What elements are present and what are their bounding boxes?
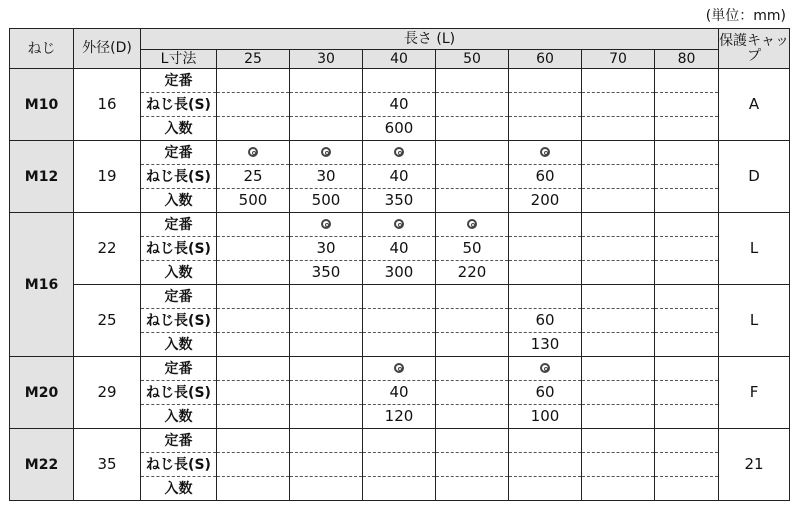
quantity-cell <box>582 189 655 213</box>
row-label-screw-length: ねじ長(S) <box>141 237 217 261</box>
standard-cell <box>290 357 363 381</box>
screw-length-cell: 60 <box>509 309 582 333</box>
quantity-cell <box>509 117 582 141</box>
standard-cell <box>217 357 290 381</box>
screw-length-cell: 40 <box>363 237 436 261</box>
quantity-cell: 600 <box>363 117 436 141</box>
standard-cell <box>217 285 290 309</box>
header-length-30: 30 <box>290 50 363 69</box>
standard-cell <box>655 429 719 453</box>
screw-length-cell <box>436 381 509 405</box>
screw-length-cell <box>290 381 363 405</box>
quantity-cell: 120 <box>363 405 436 429</box>
standard-cell <box>217 69 290 93</box>
standard-cell <box>290 285 363 309</box>
standard-cell <box>363 357 436 381</box>
standard-cell <box>363 429 436 453</box>
screw-length-cell <box>290 453 363 477</box>
table-row <box>10 357 790 381</box>
standard-cell <box>290 429 363 453</box>
header-length-50: 50 <box>436 50 509 69</box>
screw-length-cell: 30 <box>290 165 363 189</box>
screw-size-cell: M20 <box>10 357 74 429</box>
quantity-cell <box>290 117 363 141</box>
protective-cap-cell: L <box>719 213 790 285</box>
quantity-cell <box>582 261 655 285</box>
standard-cell <box>509 69 582 93</box>
screw-length-cell <box>436 165 509 189</box>
quantity-cell <box>655 117 719 141</box>
row-label-screw-length: ねじ長(S) <box>141 381 217 405</box>
outer-diameter-cell: 16 <box>74 69 141 141</box>
row-label-screw-length: ねじ長(S) <box>141 93 217 117</box>
header-outer-diameter: 外径(D) <box>74 29 141 69</box>
quantity-cell <box>655 189 719 213</box>
screw-length-cell <box>655 309 719 333</box>
quantity-cell: 130 <box>509 333 582 357</box>
double-circle-icon <box>394 363 404 373</box>
standard-cell <box>436 213 509 237</box>
quantity-cell <box>363 333 436 357</box>
quantity-cell: 350 <box>363 189 436 213</box>
quantity-cell <box>509 477 582 501</box>
standard-cell <box>290 141 363 165</box>
header-length-60: 60 <box>509 50 582 69</box>
screw-length-cell <box>655 453 719 477</box>
double-circle-icon <box>321 219 331 229</box>
double-circle-icon <box>321 147 331 157</box>
quantity-cell <box>655 405 719 429</box>
spec-table <box>9 28 790 501</box>
quantity-cell <box>217 477 290 501</box>
screw-length-cell <box>509 237 582 261</box>
quantity-cell <box>582 117 655 141</box>
standard-cell <box>217 213 290 237</box>
protective-cap-cell: F <box>719 357 790 429</box>
header-screw: ねじ <box>10 29 74 69</box>
row-label-quantity: 入数 <box>141 405 217 429</box>
table-row <box>10 69 790 93</box>
screw-length-cell: 25 <box>217 165 290 189</box>
quantity-cell <box>655 333 719 357</box>
screw-length-cell <box>290 93 363 117</box>
standard-cell <box>363 285 436 309</box>
outer-diameter-cell: 25 <box>74 285 141 357</box>
header-protective-cap: 保護キャップ <box>719 29 790 69</box>
quantity-cell <box>217 333 290 357</box>
row-label-standard: 定番 <box>141 213 217 237</box>
quantity-cell: 500 <box>290 189 363 213</box>
screw-length-cell <box>582 309 655 333</box>
screw-length-cell <box>217 381 290 405</box>
table-row <box>10 285 790 309</box>
quantity-cell <box>290 333 363 357</box>
row-label-standard: 定番 <box>141 429 217 453</box>
standard-cell <box>436 285 509 309</box>
row-label-quantity: 入数 <box>141 189 217 213</box>
quantity-cell <box>290 405 363 429</box>
table-row <box>10 141 790 165</box>
quantity-cell <box>582 405 655 429</box>
standard-cell <box>363 69 436 93</box>
screw-length-cell: 30 <box>290 237 363 261</box>
standard-cell <box>509 357 582 381</box>
screw-size-cell: M22 <box>10 429 74 501</box>
quantity-cell: 350 <box>290 261 363 285</box>
quantity-cell: 100 <box>509 405 582 429</box>
standard-cell <box>655 357 719 381</box>
double-circle-icon <box>394 219 404 229</box>
standard-cell <box>436 69 509 93</box>
standard-cell <box>582 429 655 453</box>
screw-length-cell: 40 <box>363 93 436 117</box>
quantity-cell <box>217 117 290 141</box>
row-label-quantity: 入数 <box>141 477 217 501</box>
quantity-cell: 300 <box>363 261 436 285</box>
screw-length-cell <box>290 309 363 333</box>
row-label-standard: 定番 <box>141 141 217 165</box>
table-row <box>10 429 790 453</box>
double-circle-icon <box>540 363 550 373</box>
quantity-cell <box>363 477 436 501</box>
standard-cell <box>363 213 436 237</box>
standard-cell <box>582 213 655 237</box>
screw-length-cell <box>509 453 582 477</box>
quantity-cell: 200 <box>509 189 582 213</box>
double-circle-icon <box>467 219 477 229</box>
screw-length-cell <box>217 93 290 117</box>
screw-length-cell <box>436 93 509 117</box>
screw-length-cell <box>655 381 719 405</box>
row-label-quantity: 入数 <box>141 117 217 141</box>
double-circle-icon <box>394 147 404 157</box>
screw-length-cell <box>582 93 655 117</box>
header-length-80: 80 <box>655 50 719 69</box>
quantity-cell <box>217 405 290 429</box>
standard-cell <box>363 141 436 165</box>
double-circle-icon <box>540 147 550 157</box>
screw-length-cell <box>582 381 655 405</box>
screw-length-cell <box>509 93 582 117</box>
row-label-standard: 定番 <box>141 285 217 309</box>
header-l-dimension: L寸法 <box>141 50 217 69</box>
outer-diameter-cell: 22 <box>74 213 141 285</box>
quantity-cell <box>436 189 509 213</box>
screw-length-cell <box>436 453 509 477</box>
row-label-quantity: 入数 <box>141 261 217 285</box>
screw-length-cell <box>582 453 655 477</box>
screw-length-cell <box>363 453 436 477</box>
header-length-40: 40 <box>363 50 436 69</box>
standard-cell <box>290 69 363 93</box>
quantity-cell <box>582 333 655 357</box>
screw-length-cell: 60 <box>509 165 582 189</box>
standard-cell <box>436 141 509 165</box>
protective-cap-cell: A <box>719 69 790 141</box>
screw-length-cell <box>582 165 655 189</box>
row-label-screw-length: ねじ長(S) <box>141 309 217 333</box>
standard-cell <box>582 141 655 165</box>
quantity-cell <box>436 333 509 357</box>
quantity-cell <box>290 477 363 501</box>
screw-length-cell <box>217 309 290 333</box>
standard-cell <box>655 213 719 237</box>
table-row <box>10 213 790 237</box>
quantity-cell <box>509 261 582 285</box>
screw-length-cell <box>582 237 655 261</box>
standard-cell <box>509 429 582 453</box>
standard-cell <box>655 141 719 165</box>
screw-size-cell: M12 <box>10 141 74 213</box>
outer-diameter-cell: 19 <box>74 141 141 213</box>
outer-diameter-cell: 35 <box>74 429 141 501</box>
standard-cell <box>509 213 582 237</box>
row-label-screw-length: ねじ長(S) <box>141 165 217 189</box>
screw-size-cell: M16 <box>10 213 74 357</box>
screw-length-cell: 60 <box>509 381 582 405</box>
screw-length-cell <box>655 165 719 189</box>
screw-size-cell: M10 <box>10 69 74 141</box>
standard-cell <box>290 213 363 237</box>
row-label-standard: 定番 <box>141 357 217 381</box>
protective-cap-cell: D <box>719 141 790 213</box>
screw-length-cell: 50 <box>436 237 509 261</box>
quantity-cell <box>436 477 509 501</box>
double-circle-icon <box>248 147 258 157</box>
quantity-cell <box>217 261 290 285</box>
standard-cell <box>217 429 290 453</box>
screw-length-cell <box>436 309 509 333</box>
standard-cell <box>509 141 582 165</box>
standard-cell <box>582 69 655 93</box>
standard-cell <box>509 285 582 309</box>
outer-diameter-cell: 29 <box>74 357 141 429</box>
standard-cell <box>582 285 655 309</box>
protective-cap-cell: 21 <box>719 429 790 501</box>
screw-length-cell <box>655 93 719 117</box>
row-label-standard: 定番 <box>141 69 217 93</box>
standard-cell <box>655 285 719 309</box>
row-label-screw-length: ねじ長(S) <box>141 453 217 477</box>
quantity-cell <box>582 477 655 501</box>
unit-note: (単位：mm) <box>705 8 786 24</box>
standard-cell <box>655 69 719 93</box>
standard-cell <box>582 357 655 381</box>
quantity-cell: 220 <box>436 261 509 285</box>
screw-length-cell <box>363 309 436 333</box>
quantity-cell <box>436 117 509 141</box>
standard-cell <box>436 357 509 381</box>
quantity-cell <box>655 261 719 285</box>
header-length-25: 25 <box>217 50 290 69</box>
screw-length-cell <box>655 237 719 261</box>
row-label-quantity: 入数 <box>141 333 217 357</box>
screw-length-cell: 40 <box>363 381 436 405</box>
quantity-cell <box>436 405 509 429</box>
header-length: 長さ (L) <box>141 29 719 50</box>
header-length-70: 70 <box>582 50 655 69</box>
screw-length-cell <box>217 453 290 477</box>
screw-length-cell <box>217 237 290 261</box>
screw-length-cell: 40 <box>363 165 436 189</box>
quantity-cell <box>655 477 719 501</box>
quantity-cell: 500 <box>217 189 290 213</box>
standard-cell <box>436 429 509 453</box>
protective-cap-cell: L <box>719 285 790 357</box>
standard-cell <box>217 141 290 165</box>
